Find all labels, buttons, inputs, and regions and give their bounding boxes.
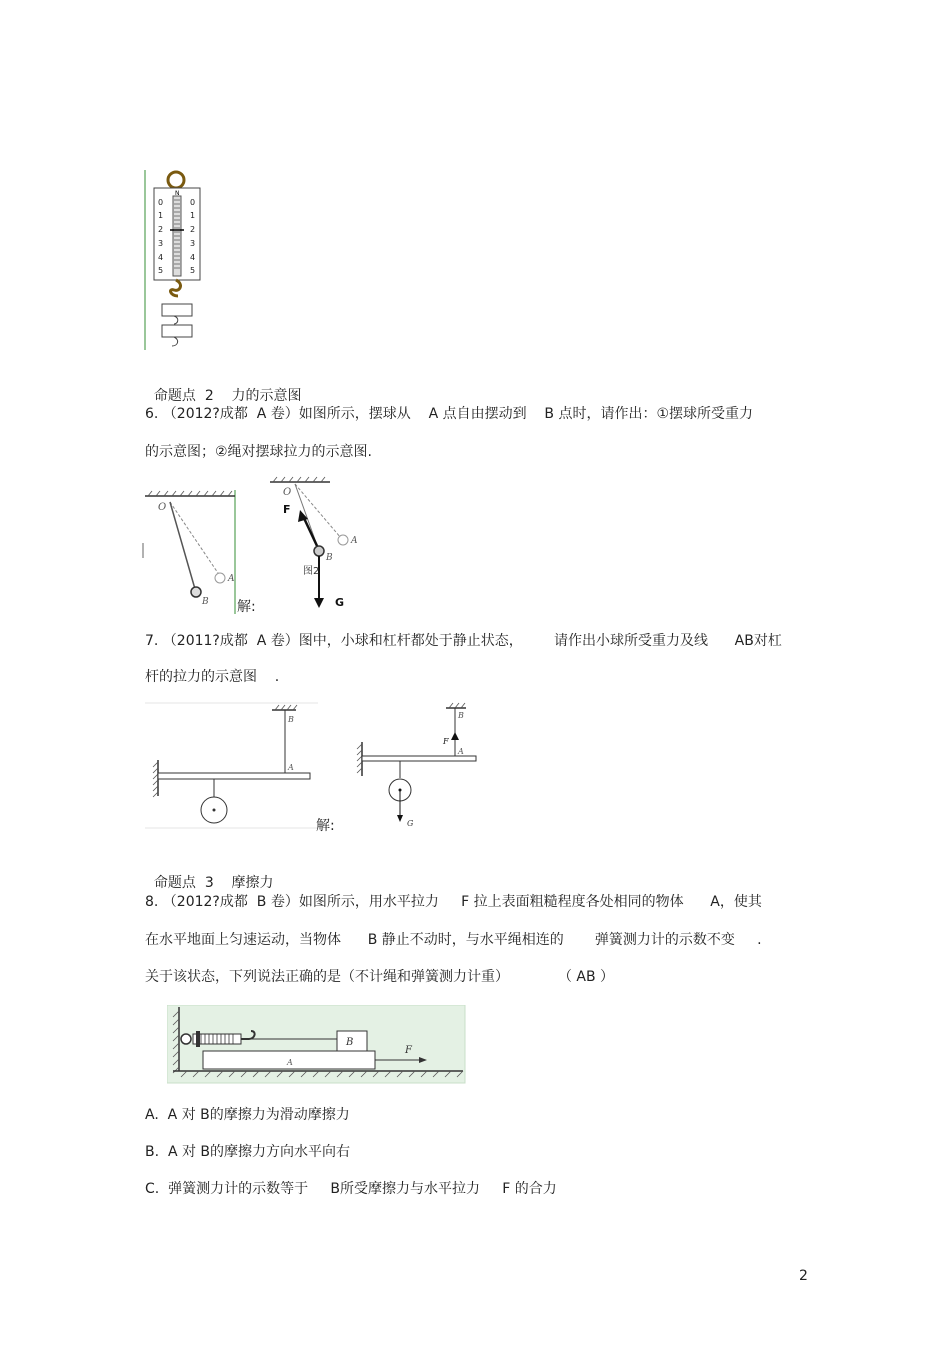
scale-tick-left: 3 xyxy=(158,239,164,248)
scale-tick-left: 1 xyxy=(158,211,164,220)
q6-line1: 6. （2012?成都 A 卷）如图所示，摆球从 A 点自由摆动到 B 点时，请作出：①摆球所受重力 xyxy=(145,406,754,422)
q6-line2: 的示意图；②绳对摆球拉力的示意图. xyxy=(145,444,373,460)
q7-line2: 杆的拉力的示意图 . xyxy=(145,669,280,685)
label-b: B xyxy=(346,1037,354,1048)
q8-answer: （ AB ） xyxy=(557,969,615,985)
scale-tick-left: 0 xyxy=(158,198,164,207)
spring-scale-figure xyxy=(140,168,212,353)
q8-line2: 在水平地面上匀速运动，当物体 B 静止不动时，与水平绳相连的 弹簧测力计的示数不变 . xyxy=(145,932,762,948)
q6-answer-label: 解: xyxy=(237,599,256,615)
label-a: A xyxy=(351,536,358,546)
scale-tick-right: 2 xyxy=(190,225,196,234)
scale-tick-right: 0 xyxy=(190,198,196,207)
label-f: F xyxy=(443,737,449,746)
q7-solution-figure xyxy=(350,700,485,835)
section-heading xyxy=(145,856,274,892)
section-label: 命题点 xyxy=(153,875,196,891)
scale-tick-right: 1 xyxy=(190,211,196,220)
label-g: G xyxy=(407,819,414,828)
label-b: B xyxy=(458,711,464,720)
label-g: G xyxy=(335,596,345,609)
figure-caption: 图2 xyxy=(303,566,320,577)
q8-friction-figure xyxy=(167,1005,467,1085)
page-number: 2 xyxy=(799,1268,808,1284)
section-number: 2 xyxy=(204,388,214,404)
label-b: B xyxy=(326,553,333,563)
section-number: 3 xyxy=(204,875,214,891)
label-a: A xyxy=(228,574,235,584)
q7-lever-figure xyxy=(140,700,320,835)
q8-line1: 8. （2012?成都 B 卷）如图所示，用水平拉力 F 拉上表面粗糙程度各处相同的物体 A，使其 xyxy=(145,894,762,910)
q7-answer-label: 解: xyxy=(316,818,335,834)
option-b: B. A 对 B的摩擦力方向水平向右 xyxy=(145,1144,351,1160)
section-title: 力的示意图 xyxy=(231,388,302,404)
scale-tick-left: 5 xyxy=(158,266,164,275)
section-heading xyxy=(145,369,302,405)
q6-solution-figure xyxy=(265,474,375,616)
force-arrow-g xyxy=(397,815,403,822)
q6-pendulum-figure xyxy=(140,488,240,616)
label-a: A xyxy=(458,747,464,756)
scale-tick-right: 4 xyxy=(190,253,196,262)
scale-tick-right: 5 xyxy=(190,266,196,275)
label-a: A xyxy=(287,1058,293,1067)
scale-tick-left: 2 xyxy=(158,225,164,234)
label-f: F xyxy=(283,503,291,516)
label-b: B xyxy=(202,597,209,607)
force-arrow-g xyxy=(314,598,324,608)
label-o: O xyxy=(158,502,167,513)
q7-line1: 7. （2011?成都 A 卷）图中，小球和杠杆都处于静止状态， 请作出小球所受重力及线 AB对杠 xyxy=(145,633,782,649)
scale-unit: N xyxy=(175,190,180,197)
option-a: A. A 对 B的摩擦力为滑动摩擦力 xyxy=(145,1107,350,1123)
scale-tick-right: 3 xyxy=(190,239,196,248)
force-arrow-f xyxy=(451,732,459,740)
section-title: 摩擦力 xyxy=(231,875,274,891)
q8-line3 xyxy=(145,968,614,986)
label-b: B xyxy=(288,715,294,724)
option-c: C. 弹簧测力计的示数等于 B所受摩擦力与水平拉力 F 的合力 xyxy=(145,1181,557,1197)
q8-line3-text: 关于该状态，下列说法正确的是（不计绳和弹簧测力计重） xyxy=(145,969,509,985)
label-f: F xyxy=(405,1045,412,1056)
label-o: O xyxy=(283,487,292,498)
label-a: A xyxy=(288,763,294,772)
scale-tick-left: 4 xyxy=(158,253,164,262)
section-label: 命题点 xyxy=(153,388,196,404)
